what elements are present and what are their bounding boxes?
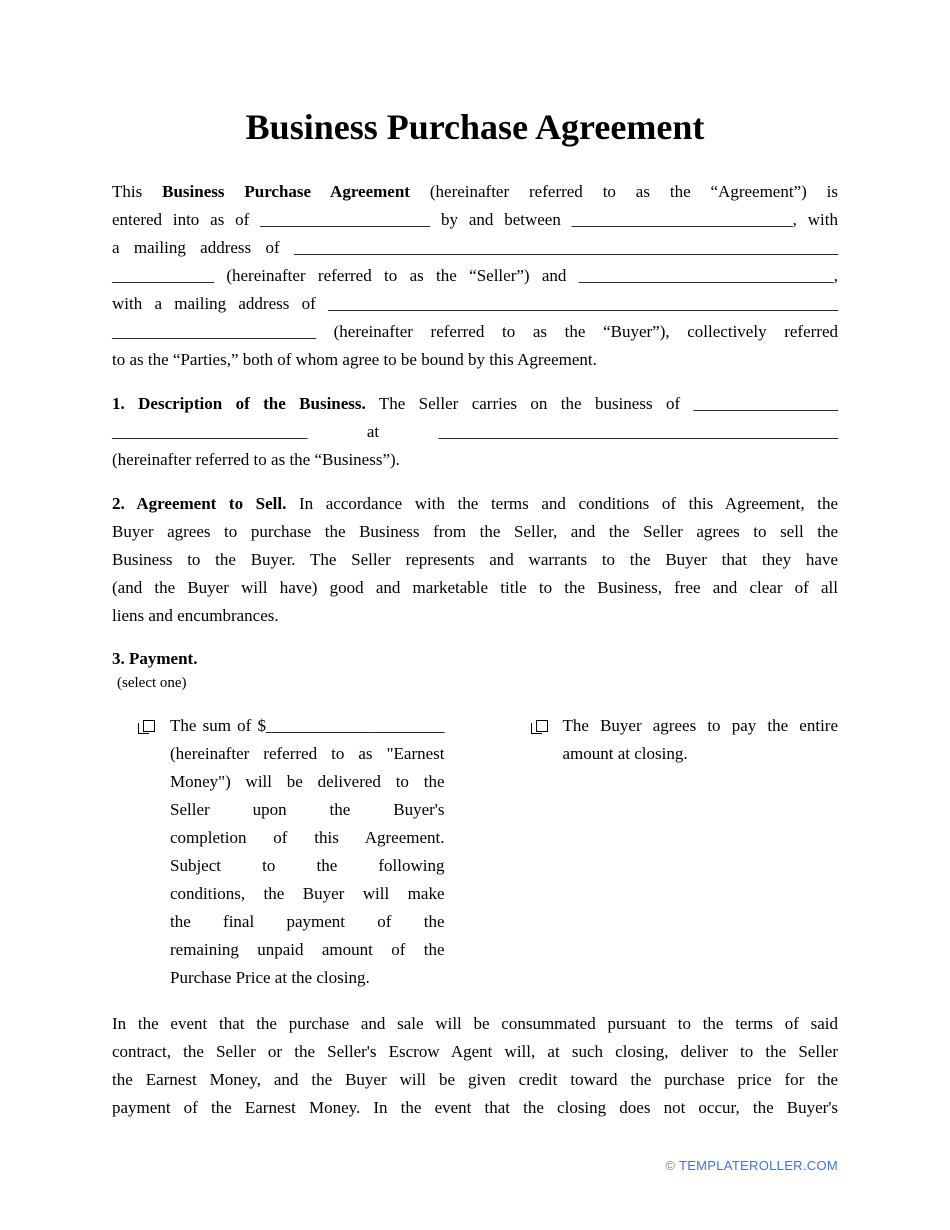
text-line xyxy=(112,390,838,418)
text-line-with-blanks: with a mailing address of ____________________________________________________________ xyxy=(112,294,838,313)
checkbox-icon[interactable] xyxy=(536,720,548,732)
option-text-line: completion of this Agreement. xyxy=(170,828,445,847)
closing-paragraph xyxy=(112,1010,838,1122)
text-line: (and the Buyer will have) good and marketable title to the Business, free and clear of all xyxy=(112,578,838,597)
section-2-agreement-to-sell xyxy=(112,490,838,630)
section-2-heading: 2. Agreement to Sell. xyxy=(112,494,287,513)
templateroller-link[interactable]: TEMPLATEROLLER.COM xyxy=(678,1158,838,1173)
option-text-line: The sum of $_____________________ xyxy=(170,716,445,735)
text-line: the Earnest Money, and the Buyer will be given credit toward the purchase price for the xyxy=(112,1070,838,1089)
option-text-line: Purchase Price at the closing. xyxy=(170,968,370,987)
text-line: contract, the Seller or the Seller's Escrow Agent will, at such closing, deliver to the Seller xyxy=(112,1042,838,1061)
section-3-heading: 3. Payment. xyxy=(112,649,198,668)
checkbox-item xyxy=(533,712,839,768)
text-line-with-blanks: a mailing address of ________________________________________________________________ xyxy=(112,238,838,257)
text-line-with-blanks: _______________________ at _______________________________________________ xyxy=(112,422,838,441)
text-line xyxy=(112,178,838,206)
text-line: liens and encumbrances. xyxy=(112,606,279,625)
text-segment: This xyxy=(112,182,163,201)
checkbox-item xyxy=(140,712,445,992)
option-text-line: Subject to the following xyxy=(170,856,445,875)
section-1-description xyxy=(112,390,838,474)
text-line xyxy=(112,490,838,518)
text-line-with-blanks: entered into as of ____________________ by and between __________________________, with xyxy=(112,210,838,229)
payment-options xyxy=(112,712,838,992)
option-text-line: Money") will be delivered to the xyxy=(170,772,445,791)
option-text-line: amount at closing. xyxy=(562,744,688,763)
option-text-line: the final payment of the xyxy=(170,912,445,931)
intro-paragraph xyxy=(112,178,838,374)
option-text-line: remaining unpaid amount of the xyxy=(170,940,445,959)
text-line: (hereinafter referred to as the “Business”). xyxy=(112,450,400,469)
payment-option-full-at-closing xyxy=(533,712,839,992)
text-line: payment of the Earnest Money. In the event that the closing does not occur, the Buyer's xyxy=(112,1098,838,1117)
option-text-line: The Buyer agrees to pay the entire xyxy=(562,716,838,735)
text-line-with-blanks: ____________ (hereinafter referred to as the “Seller”) and ______________________________, xyxy=(112,266,838,285)
text-line: Business to the Buyer. The Seller represents and warrants to the Buyer that they have xyxy=(112,550,838,569)
agreement-name-bold: Business Purchase Agreement xyxy=(162,182,410,201)
footer xyxy=(665,1158,838,1173)
text-line-with-blanks: ________________________ (hereinafter referred to as the “Buyer”), collectively referred xyxy=(112,322,838,341)
checkbox-icon[interactable] xyxy=(143,720,155,732)
option-text-line: Seller upon the Buyer's xyxy=(170,800,445,819)
copyright-icon: © xyxy=(665,1158,676,1173)
text-line: In the event that the purchase and sale will be consummated pursuant to the terms of said xyxy=(112,1014,838,1033)
section-1-heading: 1. Description of the Business. xyxy=(112,394,366,413)
option-text-line: conditions, the Buyer will make xyxy=(170,884,445,903)
text-segment: (hereinafter referred to as the “Agreement”) is xyxy=(409,182,838,201)
text-segment: The Seller carries on the business of _________________ xyxy=(365,394,838,413)
payment-option-earnest-money xyxy=(140,712,445,992)
select-one-note: (select one) xyxy=(117,675,187,691)
text-line: Buyer agrees to purchase the Business from the Seller, and the Seller agrees to sell the xyxy=(112,522,838,541)
text-segment: In accordance with the terms and conditions of this Agreement, the xyxy=(286,494,838,513)
text-line: to as the “Parties,” both of whom agree to be bound by this Agreement. xyxy=(112,350,597,369)
page-title: Business Purchase Agreement xyxy=(245,107,705,147)
option-text-line: (hereinafter referred to as "Earnest xyxy=(170,744,445,763)
